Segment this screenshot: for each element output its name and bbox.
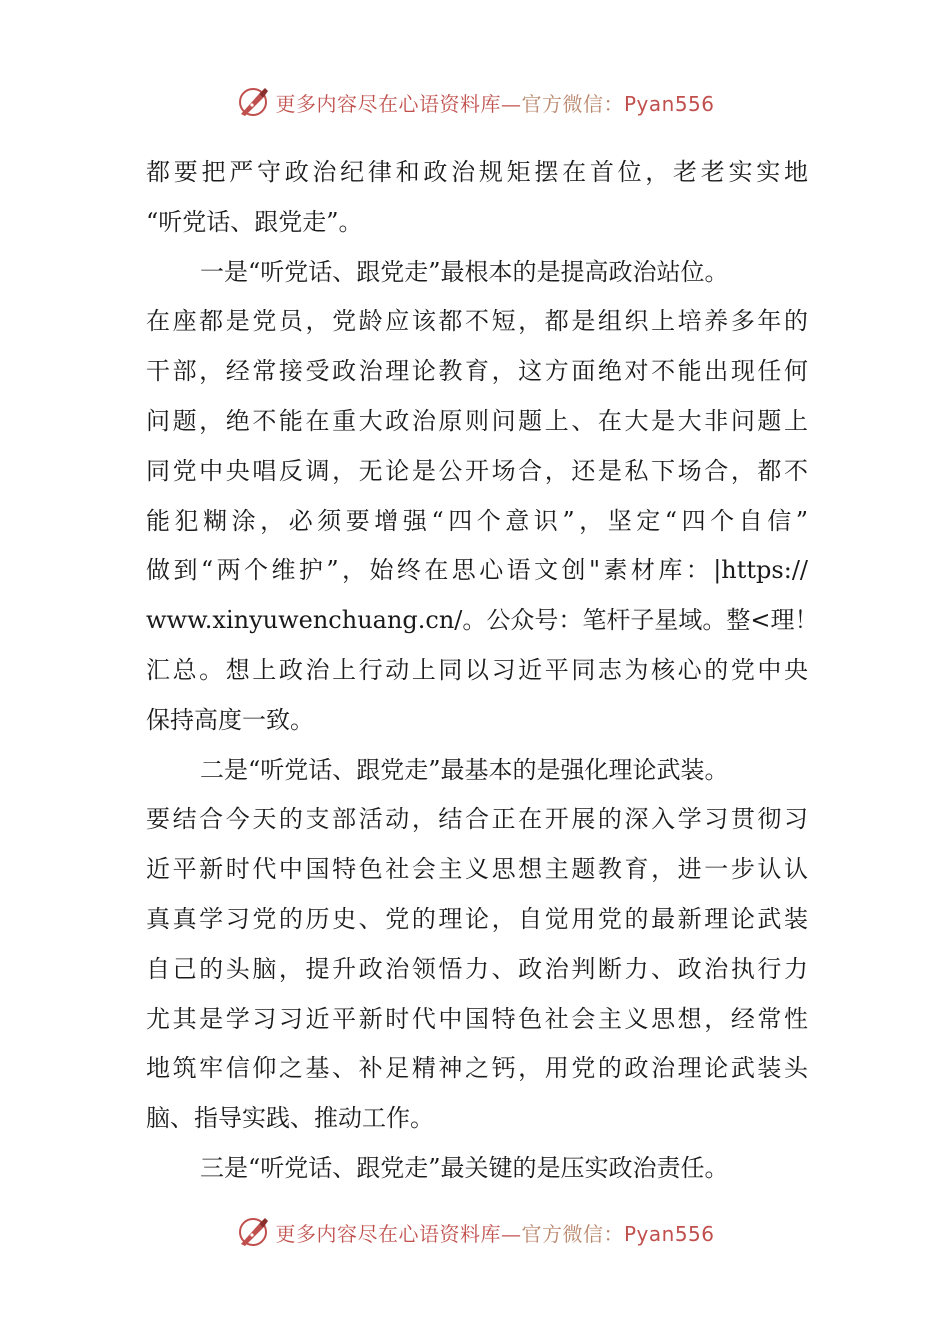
footer-banner <box>0 1212 950 1252</box>
text-line: www.xinyuwenchuang.cn/。公众号：笔杆子星域。整<理！ <box>146 606 819 635</box>
text-line: 做到“两个维护”，始终在思心语文创"素材库：|https:// <box>146 556 808 585</box>
text-line: 一是“听党话、跟党走”最根本的是提高政治站位。 <box>200 257 729 286</box>
text-line: 在座都是党员，党龄应该都不短，都是组织上培养多年的 <box>146 307 808 336</box>
text-line: 自己的头脑，提升政治领悟力、政治判断力、政治执行力 <box>146 954 808 983</box>
text-line: 近平新时代中国特色社会主义思想主题教育，进一步认认 <box>146 855 808 884</box>
pen-nib-logo-icon <box>235 1214 271 1250</box>
banner-sub-text: 官方微信： <box>521 1221 624 1246</box>
header-banner <box>0 82 950 122</box>
text-line: 汇总。想上政治上行动上同以习近平同志为核心的党中央 <box>146 655 808 684</box>
text-line: 三是“听党话、跟党走”最关键的是压实政治责任。 <box>200 1153 729 1182</box>
text-line: 二是“听党话、跟党走”最基本的是强化理论武装。 <box>200 755 729 784</box>
text-line: 地筑牢信仰之基、补足精神之钙，用党的政治理论武装头 <box>146 1054 808 1083</box>
banner-sub-text: 官方微信： <box>521 91 624 116</box>
banner-main-text: 更多内容尽在心语资料库 <box>275 91 501 116</box>
banner-dash: — <box>500 91 522 116</box>
text-line: “听党话、跟党走”。 <box>146 207 363 236</box>
banner-handle: Pyan556 <box>623 1221 715 1246</box>
banner-text <box>275 88 714 117</box>
text-line: 问题，绝不能在重大政治原则问题上、在大是大非问题上 <box>146 406 808 435</box>
text-line: 都要把严守政治纪律和政治规矩摆在首位，老老实实地 <box>146 158 808 186</box>
text-line: 脑、指导实践、推动工作。 <box>146 1104 434 1133</box>
banner-text <box>275 1218 714 1247</box>
text-line: 同党中央唱反调，无论是公开场合，还是私下场合，都不 <box>146 456 808 485</box>
pen-nib-logo-icon <box>235 84 271 120</box>
text-line: 真真学习党的历史、党的理论，自觉用党的最新理论武装 <box>146 904 808 933</box>
banner-dash: — <box>500 1221 522 1246</box>
text-line: 尤其是学习习近平新时代中国特色社会主义思想，经常性 <box>146 1004 808 1033</box>
text-line: 能犯糊涂，必须要增强“四个意识”，坚定“四个自信” <box>146 506 808 535</box>
text-line: 要结合今天的支部活动，结合正在开展的深入学习贯彻习 <box>146 805 808 834</box>
banner-handle: Pyan556 <box>623 91 715 116</box>
document-body <box>146 148 819 1194</box>
text-line: 保持高度一致。 <box>146 705 314 734</box>
text-line: 干部，经常接受政治理论教育，这方面绝对不能出现任何 <box>146 357 808 386</box>
banner-main-text: 更多内容尽在心语资料库 <box>275 1221 501 1246</box>
